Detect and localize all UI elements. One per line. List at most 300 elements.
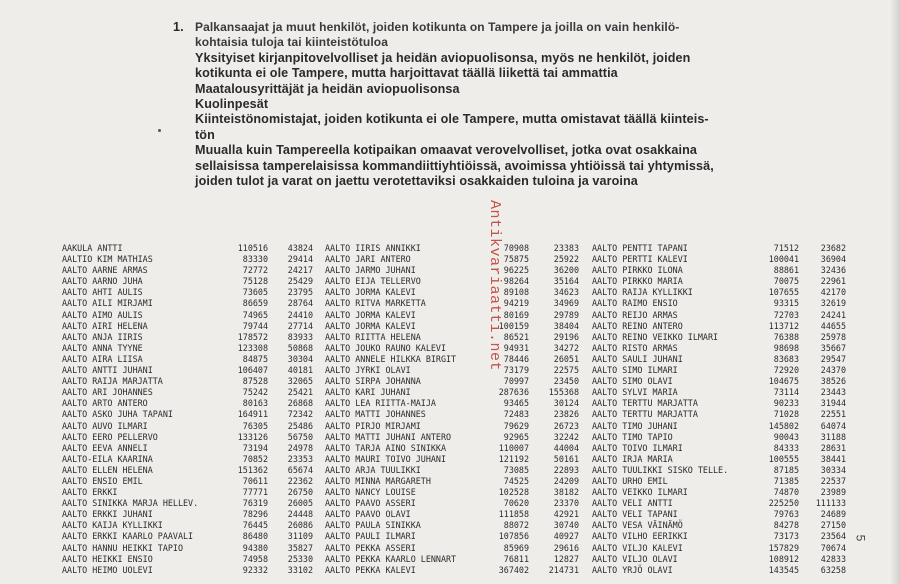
list-item (325, 254, 581, 265)
tax-amount-value: 25421 (287, 387, 313, 398)
section-heading (173, 20, 795, 189)
taxpayer-column-3 (592, 243, 850, 576)
list-item (325, 365, 581, 376)
tax-amount-value: 23682 (820, 243, 846, 253)
list-item (592, 543, 850, 554)
list-item (325, 487, 581, 498)
taxable-income-value: 87528 (242, 376, 268, 387)
taxpayer-name: AALTO AARNE ARMAS (62, 265, 148, 276)
taxable-income-value: 76811 (503, 553, 529, 564)
tax-amount-value: 24209 (553, 475, 579, 486)
taxpayer-name: AALTO JORMA KALEVI (325, 309, 416, 320)
list-item (325, 565, 581, 576)
taxpayer-name: AALTO MAURI TOIVO JUHANI (325, 453, 447, 464)
taxpayer-name: AALTO ASKO JUHA TAPANI (62, 409, 173, 420)
tax-amount-value: 24241 (820, 309, 846, 320)
taxable-income-value: 84278 (773, 520, 799, 531)
taxable-income-value: 76305 (242, 420, 268, 431)
tax-amount-value: 83933 (287, 331, 313, 342)
tax-amount-value: 26723 (553, 420, 579, 431)
heading-line: kohtaisia tuloja tai kiinteistötuloa (195, 35, 388, 50)
taxable-income-value: 123308 (237, 342, 268, 353)
taxpayer-name: AALTO VELI ANTTI (592, 498, 673, 509)
tax-amount-value: 56750 (287, 431, 313, 442)
list-item (592, 254, 850, 265)
list-item (62, 443, 314, 454)
tax-amount-value: 22575 (553, 365, 579, 376)
list-item (592, 321, 850, 332)
taxpayer-name: AALTO EEVA ANNELI (62, 442, 148, 453)
tax-amount-value: 26086 (287, 520, 313, 531)
taxable-income-value: 94931 (503, 342, 529, 353)
taxable-income-value: 93465 (503, 398, 529, 409)
list-item (592, 520, 850, 531)
taxable-income-value: 73085 (503, 464, 529, 475)
list-item (592, 432, 850, 443)
tax-amount-value: 50868 (287, 342, 313, 353)
taxable-income-value: 90043 (773, 431, 799, 442)
heading-line: Maatalousyrittäjät ja heidän aviopuolisonsa (195, 81, 460, 96)
taxpayer-name: AALTO SINIKKA MARJA HELLEV. (62, 498, 199, 509)
taxpayer-name: AALTO AARNO JUHA (62, 276, 143, 287)
taxable-income-value: 98698 (773, 342, 799, 353)
list-item (325, 531, 581, 542)
tax-amount-value: 24978 (287, 442, 313, 453)
taxpayer-name: AALTO RIITTA HELENA (325, 331, 421, 342)
heading-line: kotikunta ei ole Tampere, mutta harjoittavat täällä liikettä tai ammattia (195, 66, 618, 81)
list-item (62, 276, 314, 287)
list-item (592, 398, 850, 409)
list-item (62, 387, 314, 398)
taxpayer-name: AALTO VILHO EERIKKI (592, 531, 688, 542)
tax-amount-value: 33102 (287, 564, 313, 575)
list-item (325, 398, 581, 409)
taxable-income-value: 86480 (242, 531, 268, 542)
list-item (62, 287, 314, 298)
heading-line: Muualla kuin Tampereella kotipaikan omaavat verovelvolliset, jotka ovat osakkaina (195, 143, 698, 158)
taxable-income-value: 151362 (237, 464, 268, 475)
tax-amount-value: 26750 (287, 487, 313, 498)
taxpayer-name: AALTO SYLVI MARIA (592, 387, 678, 398)
tax-amount-value: 25978 (820, 331, 846, 342)
tax-amount-value: 23353 (287, 453, 313, 464)
list-item (592, 287, 850, 298)
taxpayer-name: AALTO VEIKKO ILMARI (592, 487, 688, 498)
tax-amount-value: 38404 (553, 320, 579, 331)
list-item (592, 343, 850, 354)
list-item (592, 554, 850, 565)
taxpayer-name: AALTO TIMO JUHANI (592, 420, 678, 431)
tax-amount-value: 22551 (820, 409, 846, 420)
tax-amount-value: 24370 (820, 365, 846, 376)
taxable-income-value: 145802 (768, 420, 799, 431)
taxpayer-name: AALTO PAAVO OLAVI (325, 509, 411, 520)
tax-amount-value: 32065 (287, 376, 313, 387)
list-item (325, 432, 581, 443)
list-item (62, 465, 314, 476)
tax-amount-value: 34969 (553, 298, 579, 309)
taxpayer-name: AALTO AUVO ILMARI (62, 420, 148, 431)
taxable-income-value: 143545 (768, 564, 799, 575)
taxpayer-name: AALTO EIJA TELLERVO (325, 276, 421, 287)
taxpayer-name: AALTO SAULI JUHANI (592, 353, 683, 364)
taxable-income-value: 71028 (773, 409, 799, 420)
tax-amount-value: 50161 (553, 453, 579, 464)
tax-amount-value: 29547 (820, 353, 846, 364)
taxpayer-name: AALTO TERTTU MARJATTA (592, 409, 698, 420)
taxable-income-value: 94219 (503, 298, 529, 309)
taxpayer-name: AALTO VELI TAPANI (592, 509, 678, 520)
list-item (325, 354, 581, 365)
taxable-income-value: 113712 (768, 320, 799, 331)
taxable-income-value: 78446 (503, 353, 529, 364)
list-item (592, 476, 850, 487)
tax-amount-value: 35667 (820, 342, 846, 353)
taxable-income-value: 104675 (768, 376, 799, 387)
taxable-income-value: 108912 (768, 553, 799, 564)
list-item (592, 421, 850, 432)
tax-amount-value: 23795 (287, 287, 313, 298)
taxpayer-name: AALTO HEIKKI ENSIO (62, 553, 153, 564)
taxable-income-value: 70908 (503, 243, 529, 253)
tax-amount-value: 65674 (287, 464, 313, 475)
tax-amount-value: 23383 (553, 243, 579, 253)
list-item (325, 509, 581, 520)
taxpayer-name: AALTO RISTO ARMAS (592, 342, 678, 353)
tax-amount-value: 70674 (820, 542, 846, 553)
list-item (592, 298, 850, 309)
tax-amount-value: 34272 (553, 342, 579, 353)
list-item (325, 409, 581, 420)
list-item (62, 565, 314, 576)
tax-amount-value: 23564 (820, 531, 846, 542)
list-item (592, 387, 850, 398)
taxpayer-name: AALTO URHO EMIL (592, 475, 668, 486)
tax-amount-value: 30304 (287, 353, 313, 364)
taxpayer-name: AALTO ANNA TYYNE (62, 342, 143, 353)
list-item (325, 376, 581, 387)
tax-amount-value: 63258 (820, 564, 846, 575)
list-item (62, 243, 314, 254)
tax-amount-value: 22961 (820, 276, 846, 287)
taxpayer-name: AALTO TERTTU MARJATTA (592, 398, 698, 409)
tax-amount-value: 32436 (820, 265, 846, 276)
taxable-income-value: 133126 (237, 431, 268, 442)
taxpayer-name: AALTO-EILA KAARINA (62, 453, 153, 464)
list-item (62, 409, 314, 420)
taxable-income-value: 79744 (242, 320, 268, 331)
heading-line: joiden tulot ja varat on jaettu verotettaviksi osakkaiden tuloina ja varoina (195, 174, 638, 189)
taxable-income-value: 92332 (242, 564, 268, 575)
tax-amount-value: 42921 (553, 509, 579, 520)
list-item (325, 465, 581, 476)
tax-amount-value: 72342 (287, 409, 313, 420)
list-item (592, 354, 850, 365)
taxable-income-value: 74525 (503, 475, 529, 486)
taxable-income-value: 72703 (773, 309, 799, 320)
taxable-income-value: 70611 (242, 475, 268, 486)
taxable-income-value: 70997 (503, 376, 529, 387)
heading-line: Palkansaajat ja muut henkilöt, joiden kotikunta on Tampere ja joilla on vain henkilö- (195, 20, 680, 34)
list-item (592, 509, 850, 520)
taxpayer-name: AALTO AILI MIRJAMI (62, 298, 153, 309)
list-item (62, 554, 314, 565)
tax-amount-value: 31188 (820, 431, 846, 442)
taxable-income-value: 72772 (242, 265, 268, 276)
list-item (592, 276, 850, 287)
list-item (62, 509, 314, 520)
list-item (592, 365, 850, 376)
tax-amount-value: 25486 (287, 420, 313, 431)
tax-amount-value: 38526 (820, 376, 846, 387)
taxpayer-name: AALTO ERKKI KAARLO PAAVALI (62, 531, 194, 542)
tax-amount-value: 32619 (820, 298, 846, 309)
taxable-income-value: 79629 (503, 420, 529, 431)
list-item (62, 265, 314, 276)
taxpayer-name: AALTO AIMO AULIS (62, 309, 143, 320)
list-item (62, 298, 314, 309)
ink-speck (158, 129, 161, 132)
taxpayer-name: AALTO JARI ANTERO (325, 254, 411, 265)
taxable-income-value: 74870 (773, 487, 799, 498)
taxable-income-value: 73114 (773, 387, 799, 398)
tax-amount-value: 155368 (548, 387, 579, 398)
taxpayer-name: AALTO MINNA MARGARETH (325, 475, 431, 486)
taxable-income-value: 75242 (242, 387, 268, 398)
taxable-income-value: 100041 (768, 254, 799, 265)
taxable-income-value: 178572 (237, 331, 268, 342)
section-number: 1. (173, 20, 184, 34)
tax-amount-value: 42170 (820, 287, 846, 298)
taxpayer-name: AALTO IIRIS ANNIKKI (325, 243, 421, 253)
list-item (592, 409, 850, 420)
tax-amount-value: 30740 (553, 520, 579, 531)
tax-amount-value: 43824 (287, 243, 313, 253)
taxpayer-name: AALTO PEKKA KAARLO LENNART (325, 553, 457, 564)
taxable-income-value: 72483 (503, 409, 529, 420)
list-item (592, 465, 850, 476)
taxpayer-name: AALTO PEKKA ASSERI (325, 542, 416, 553)
taxpayer-name: AALTO ARJA TUULIKKI (325, 464, 421, 475)
list-item (325, 276, 581, 287)
watermark-stamp: Antikvariaatti.net (486, 200, 503, 372)
taxpayer-name: AALTO AIRA LIISA (62, 353, 143, 364)
taxable-income-value: 94380 (242, 542, 268, 553)
taxable-income-value: 110007 (498, 442, 529, 453)
tax-amount-value: 22893 (553, 464, 579, 475)
taxpayer-name: AALTO JARMO JUHANI (325, 265, 416, 276)
tax-amount-value: 36904 (820, 254, 846, 265)
taxpayer-name: AALTO KARI JUHANI (325, 387, 411, 398)
list-item (592, 498, 850, 509)
taxpayer-name: AALTIO KIM MATHIAS (62, 254, 153, 265)
taxable-income-value: 96225 (503, 265, 529, 276)
taxpayer-name: AALTO PAULI ILMARI (325, 531, 416, 542)
taxpayer-name: AALTO IRJA MARIA (592, 453, 673, 464)
tax-amount-value: 35827 (287, 542, 313, 553)
taxpayer-name: AALTO TUULIKKI SISKO TELLE. (592, 464, 729, 475)
list-item (325, 321, 581, 332)
taxpayer-name: AALTO VESA VÄINÄMÖ (592, 520, 683, 531)
taxpayer-name: AALTO SIRPA JOHANNA (325, 376, 421, 387)
taxable-income-value: 90233 (773, 398, 799, 409)
taxpayer-name: AALTO ANJA IIRIS (62, 331, 143, 342)
tax-amount-value: 29196 (553, 331, 579, 342)
tax-amount-value: 24689 (820, 509, 846, 520)
taxable-income-value: 75875 (503, 254, 529, 265)
taxable-income-value: 76319 (242, 498, 268, 509)
tax-amount-value: 64074 (820, 420, 846, 431)
taxable-income-value: 74958 (242, 553, 268, 564)
taxable-income-value: 77771 (242, 487, 268, 498)
taxable-income-value: 106407 (237, 365, 268, 376)
heading-line: tön (195, 127, 215, 142)
taxable-income-value: 80163 (242, 398, 268, 409)
taxable-income-value: 86659 (242, 298, 268, 309)
taxable-income-value: 70852 (242, 453, 268, 464)
tax-amount-value: 35164 (553, 276, 579, 287)
taxpayer-name: AALTO EERO PELLERVO (62, 431, 158, 442)
list-item (62, 343, 314, 354)
list-item (592, 565, 850, 576)
taxpayer-name: AALTO MATTI JUHANI ANTERO (325, 431, 452, 442)
taxable-income-value: 74965 (242, 309, 268, 320)
list-item (62, 432, 314, 443)
taxpayer-name: AALTO ARI JOHANNES (62, 387, 153, 398)
list-item (62, 332, 314, 343)
tax-amount-value: 38182 (553, 487, 579, 498)
tax-amount-value: 36200 (553, 265, 579, 276)
list-item (62, 321, 314, 332)
taxpayer-name: AALTO PAAVO ASSERI (325, 498, 416, 509)
tax-amount-value: 40181 (287, 365, 313, 376)
tax-amount-value: 23989 (820, 487, 846, 498)
taxpayer-name: AALTO RAIJA MARJATTA (62, 376, 163, 387)
tax-amount-value: 26005 (287, 498, 313, 509)
taxable-income-value: 88072 (503, 520, 529, 531)
taxpayer-name: AALTO RAIMO ENSIO (592, 298, 678, 309)
list-item (62, 376, 314, 387)
taxable-income-value: 110516 (237, 243, 268, 253)
list-item (592, 487, 850, 498)
page-edge-shadow (890, 0, 900, 584)
page-number: 5 (853, 534, 868, 542)
list-item (325, 520, 581, 531)
list-item (62, 310, 314, 321)
taxable-income-value: 73173 (773, 531, 799, 542)
heading-line: Kuolinpesät (195, 97, 269, 112)
taxable-income-value: 75128 (242, 276, 268, 287)
taxpayer-name: AALTO PENTTI TAPANI (592, 243, 688, 253)
taxpayer-name: AALTO AIRI HELENA (62, 320, 148, 331)
list-item (592, 376, 850, 387)
taxable-income-value: 83683 (773, 353, 799, 364)
taxpayer-name: AALTO PAULA SINIKKA (325, 520, 421, 531)
taxable-income-value: 287636 (498, 387, 529, 398)
tax-amount-value: 23443 (820, 387, 846, 398)
taxpayer-name: AALTO TARJA AINO SINIKKA (325, 442, 447, 453)
list-item (592, 310, 850, 321)
taxpayer-name: AALTO RITVA MARKETTA (325, 298, 426, 309)
taxpayer-name: AALTO ENSIO EMIL (62, 475, 143, 486)
tax-amount-value: 24410 (287, 309, 313, 320)
taxpayer-name: AALTO ERKKI JUHANI (62, 509, 153, 520)
tax-amount-value: 24448 (287, 509, 313, 520)
list-item (325, 310, 581, 321)
taxpayer-name: AALTO PERTTI KALEVI (592, 254, 688, 265)
taxable-income-value: 70620 (503, 498, 529, 509)
taxable-income-value: 80169 (503, 309, 529, 320)
taxpayer-name: AALTO ERKKI (62, 487, 118, 498)
taxpayer-name: AALTO PIRKKO MARIA (592, 276, 683, 287)
taxable-income-value: 85969 (503, 542, 529, 553)
tax-amount-value: 23826 (553, 409, 579, 420)
list-item (592, 243, 850, 254)
taxpayer-name: AALTO PEKKA KALEVI (325, 564, 416, 575)
tax-amount-value: 38441 (820, 453, 846, 464)
taxpayer-name: AALTO ARTO ANTERO (62, 398, 148, 409)
tax-amount-value: 26051 (553, 353, 579, 364)
tax-amount-value: 28631 (820, 442, 846, 453)
list-item (592, 443, 850, 454)
list-item (62, 498, 314, 509)
tax-amount-value: 214731 (548, 564, 579, 575)
taxable-income-value: 88861 (773, 265, 799, 276)
tax-amount-value: 42833 (820, 553, 846, 564)
tax-amount-value: 44004 (553, 442, 579, 453)
taxpayer-name: AALTO RAIJA KYLLIKKI (592, 287, 693, 298)
list-item (325, 332, 581, 343)
heading-line: Kiinteistönomistajat, joiden kotikunta ei ole Tampere, mutta omistavat täällä kiinteis- (195, 112, 709, 127)
tax-amount-value: 30334 (820, 464, 846, 475)
taxpayer-name: AALTO VILJO KALEVI (592, 542, 683, 553)
tax-amount-value: 27714 (287, 320, 313, 331)
taxpayer-name: AALTO TOIVO ILMARI (592, 442, 683, 453)
taxable-income-value: 76445 (242, 520, 268, 531)
taxpayer-name: AALTO ELLEN HELENA (62, 464, 153, 475)
taxpayer-name: AAKULA ANTTI (62, 243, 123, 253)
list-item (325, 476, 581, 487)
taxpayer-column-1 (62, 243, 314, 576)
taxpayer-name: AALTO VILJO OLAVI (592, 553, 678, 564)
taxpayer-name: AALTO HEIMO UOLEVI (62, 564, 153, 575)
list-item (325, 298, 581, 309)
taxpayer-name: AALTO NANCY LOUISE (325, 487, 416, 498)
taxpayer-name: AALTO ANNELE HILKKA BIRGIT (325, 353, 457, 364)
list-item (325, 554, 581, 565)
tax-amount-value: 40927 (553, 531, 579, 542)
taxable-income-value: 87185 (773, 464, 799, 475)
tax-amount-value: 25922 (553, 254, 579, 265)
taxpayer-name: AALTO PIRKKO ILONA (592, 265, 683, 276)
list-item (62, 354, 314, 365)
taxable-income-value: 89108 (503, 287, 529, 298)
tax-amount-value: 22362 (287, 475, 313, 486)
list-item (592, 265, 850, 276)
taxable-income-value: 86521 (503, 331, 529, 342)
taxable-income-value: 107856 (498, 531, 529, 542)
taxable-income-value: 84875 (242, 353, 268, 364)
list-item (325, 443, 581, 454)
taxpayer-name: AALTO YRJÖ OLAVI (592, 564, 673, 575)
taxable-income-value: 73605 (242, 287, 268, 298)
list-item (592, 332, 850, 343)
taxpayer-name: AALTO JORMA KALEVI (325, 287, 416, 298)
list-item (325, 387, 581, 398)
taxpayer-name: AALTO SIMO ILMARI (592, 365, 678, 376)
list-item (592, 531, 850, 542)
taxable-income-value: 102528 (498, 487, 529, 498)
